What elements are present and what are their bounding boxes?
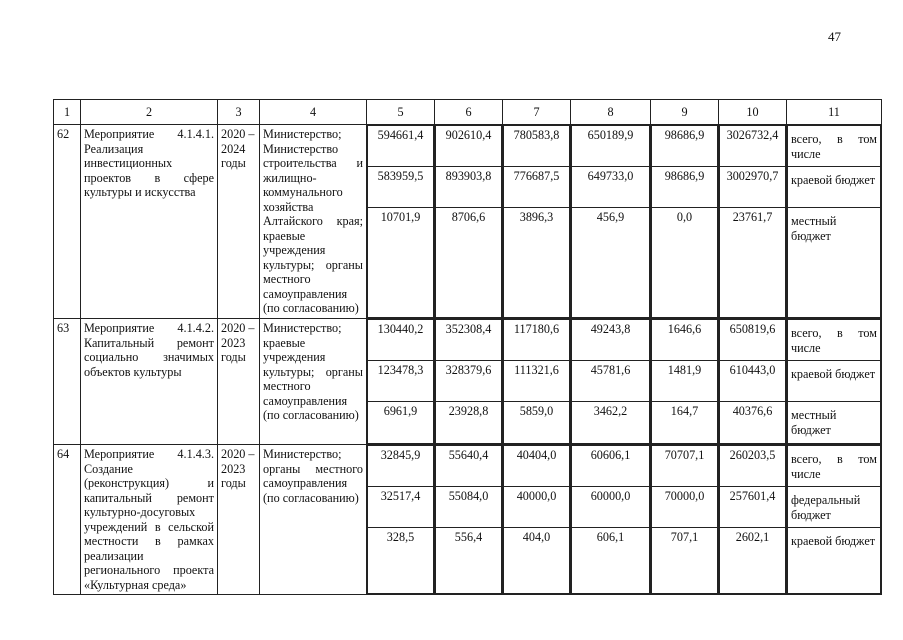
amount-value: 32845,9 (368, 446, 434, 487)
amount-value: 49243,8 (572, 320, 650, 361)
amount-value: 5859,0 (504, 402, 570, 444)
amount-value: 650819,6 (720, 320, 786, 361)
column-header: 8 (571, 100, 651, 125)
funding-source: всего, в том числе (788, 126, 881, 167)
amount-value: 780583,8 (504, 126, 570, 167)
amount-value: 98686,9 (652, 126, 718, 167)
funding-source: краевой бюджет (788, 361, 881, 402)
amount-value: 404,0 (504, 528, 570, 594)
column-header: 9 (651, 100, 719, 125)
period: 2020 – 2023 годы (218, 445, 260, 595)
amount-cell (435, 445, 503, 595)
activity-title: Мероприятие 4.1.4.3. Создание (реконструкция) и капитальный ремонт культурно-досуговых учреждений в сельской местности в рамках реализации регионального проекта «Культурная среда» (81, 445, 218, 595)
amount-cell (367, 319, 435, 445)
amount-cell (435, 125, 503, 319)
funding-source: местный бюджет (788, 402, 881, 444)
amount-value: 40376,6 (720, 402, 786, 444)
amount-value: 776687,5 (504, 167, 570, 208)
amount-cell (719, 319, 787, 445)
amount-value: 1646,6 (652, 320, 718, 361)
amount-value: 130440,2 (368, 320, 434, 361)
amount-value: 3002970,7 (720, 167, 786, 208)
amount-value: 3462,2 (572, 402, 650, 444)
amount-value: 2602,1 (720, 528, 786, 594)
amount-value: 3026732,4 (720, 126, 786, 167)
amount-value: 456,9 (572, 208, 650, 318)
funding-source-cell (787, 319, 882, 445)
funding-source: местный бюджет (788, 208, 881, 318)
executors: Министерство; Министерство строительства и жилищно-коммунального хозяйства Алтайского края; краевые учреждения культуры; органы местного самоуправления (по согласованию) (260, 125, 367, 319)
amount-value: 556,4 (436, 528, 502, 594)
amount-cell (367, 445, 435, 595)
amount-value: 707,1 (652, 528, 718, 594)
amount-value: 649733,0 (572, 167, 650, 208)
amount-cell (503, 125, 571, 319)
row-number: 62 (54, 125, 81, 319)
amount-value: 352308,4 (436, 320, 502, 361)
executors: Министерство; органы местного самоуправления (по согласованию) (260, 445, 367, 595)
period: 2020 – 2023 годы (218, 319, 260, 445)
program-activities-table (53, 99, 882, 595)
amount-value: 328,5 (368, 528, 434, 594)
amount-cell (571, 445, 651, 595)
row-number: 64 (54, 445, 81, 595)
column-header: 6 (435, 100, 503, 125)
amount-value: 55640,4 (436, 446, 502, 487)
funding-source: всего, в том числе (788, 446, 881, 487)
column-header: 1 (54, 100, 81, 125)
table-row (54, 445, 882, 595)
amount-cell (719, 445, 787, 595)
amount-value: 164,7 (652, 402, 718, 444)
amount-cell (435, 319, 503, 445)
amount-value: 3896,3 (504, 208, 570, 318)
table-row (54, 125, 882, 319)
amount-value: 0,0 (652, 208, 718, 318)
amount-cell (367, 125, 435, 319)
amount-value: 32517,4 (368, 487, 434, 528)
amount-value: 23928,8 (436, 402, 502, 444)
activity-title: Мероприятие 4.1.4.1. Реализация инвестиционных проектов в сфере культуры и искусства (81, 125, 218, 319)
amount-value: 111321,6 (504, 361, 570, 402)
amount-value: 257601,4 (720, 487, 786, 528)
amount-value: 23761,7 (720, 208, 786, 318)
funding-source-cell (787, 125, 882, 319)
amount-value: 40000,0 (504, 487, 570, 528)
activity-title: Мероприятие 4.1.4.2. Капитальный ремонт социально значимых объектов культуры (81, 319, 218, 445)
amount-value: 60000,0 (572, 487, 650, 528)
amount-value: 60606,1 (572, 446, 650, 487)
amount-cell (571, 319, 651, 445)
amount-value: 10701,9 (368, 208, 434, 318)
amount-value: 902610,4 (436, 126, 502, 167)
amount-cell (503, 319, 571, 445)
amount-value: 1481,9 (652, 361, 718, 402)
amount-cell (503, 445, 571, 595)
amount-value: 610443,0 (720, 361, 786, 402)
amount-value: 98686,9 (652, 167, 718, 208)
amount-value: 606,1 (572, 528, 650, 594)
column-header: 5 (367, 100, 435, 125)
header-row (54, 100, 882, 125)
column-header: 7 (503, 100, 571, 125)
funding-source: краевой бюджет (788, 167, 881, 208)
amount-value: 328379,6 (436, 361, 502, 402)
amount-cell (651, 125, 719, 319)
funding-source: краевой бюджет (788, 528, 881, 594)
amount-value: 650189,9 (572, 126, 650, 167)
funding-source: всего, в том числе (788, 320, 881, 361)
page-number: 47 (828, 29, 841, 44)
amount-value: 45781,6 (572, 361, 650, 402)
funding-source: федеральный бюджет (788, 487, 881, 528)
column-header: 10 (719, 100, 787, 125)
amount-cell (719, 125, 787, 319)
amount-value: 8706,6 (436, 208, 502, 318)
amount-value: 583959,5 (368, 167, 434, 208)
column-header: 2 (81, 100, 218, 125)
amount-value: 6961,9 (368, 402, 434, 444)
amount-value: 594661,4 (368, 126, 434, 167)
executors: Министерство; краевые учреждения культуры; органы местного самоуправления (по согласованию) (260, 319, 367, 445)
amount-cell (571, 125, 651, 319)
amount-cell (651, 445, 719, 595)
amount-value: 40404,0 (504, 446, 570, 487)
amount-value: 70000,0 (652, 487, 718, 528)
row-number: 63 (54, 319, 81, 445)
amount-value: 123478,3 (368, 361, 434, 402)
amount-value: 55084,0 (436, 487, 502, 528)
amount-value: 893903,8 (436, 167, 502, 208)
table-row (54, 319, 882, 445)
column-header: 11 (787, 100, 882, 125)
amount-cell (651, 319, 719, 445)
amount-value: 117180,6 (504, 320, 570, 361)
funding-source-cell (787, 445, 882, 595)
column-header: 4 (260, 100, 367, 125)
period: 2020 – 2024 годы (218, 125, 260, 319)
amount-value: 70707,1 (652, 446, 718, 487)
column-header: 3 (218, 100, 260, 125)
amount-value: 260203,5 (720, 446, 786, 487)
